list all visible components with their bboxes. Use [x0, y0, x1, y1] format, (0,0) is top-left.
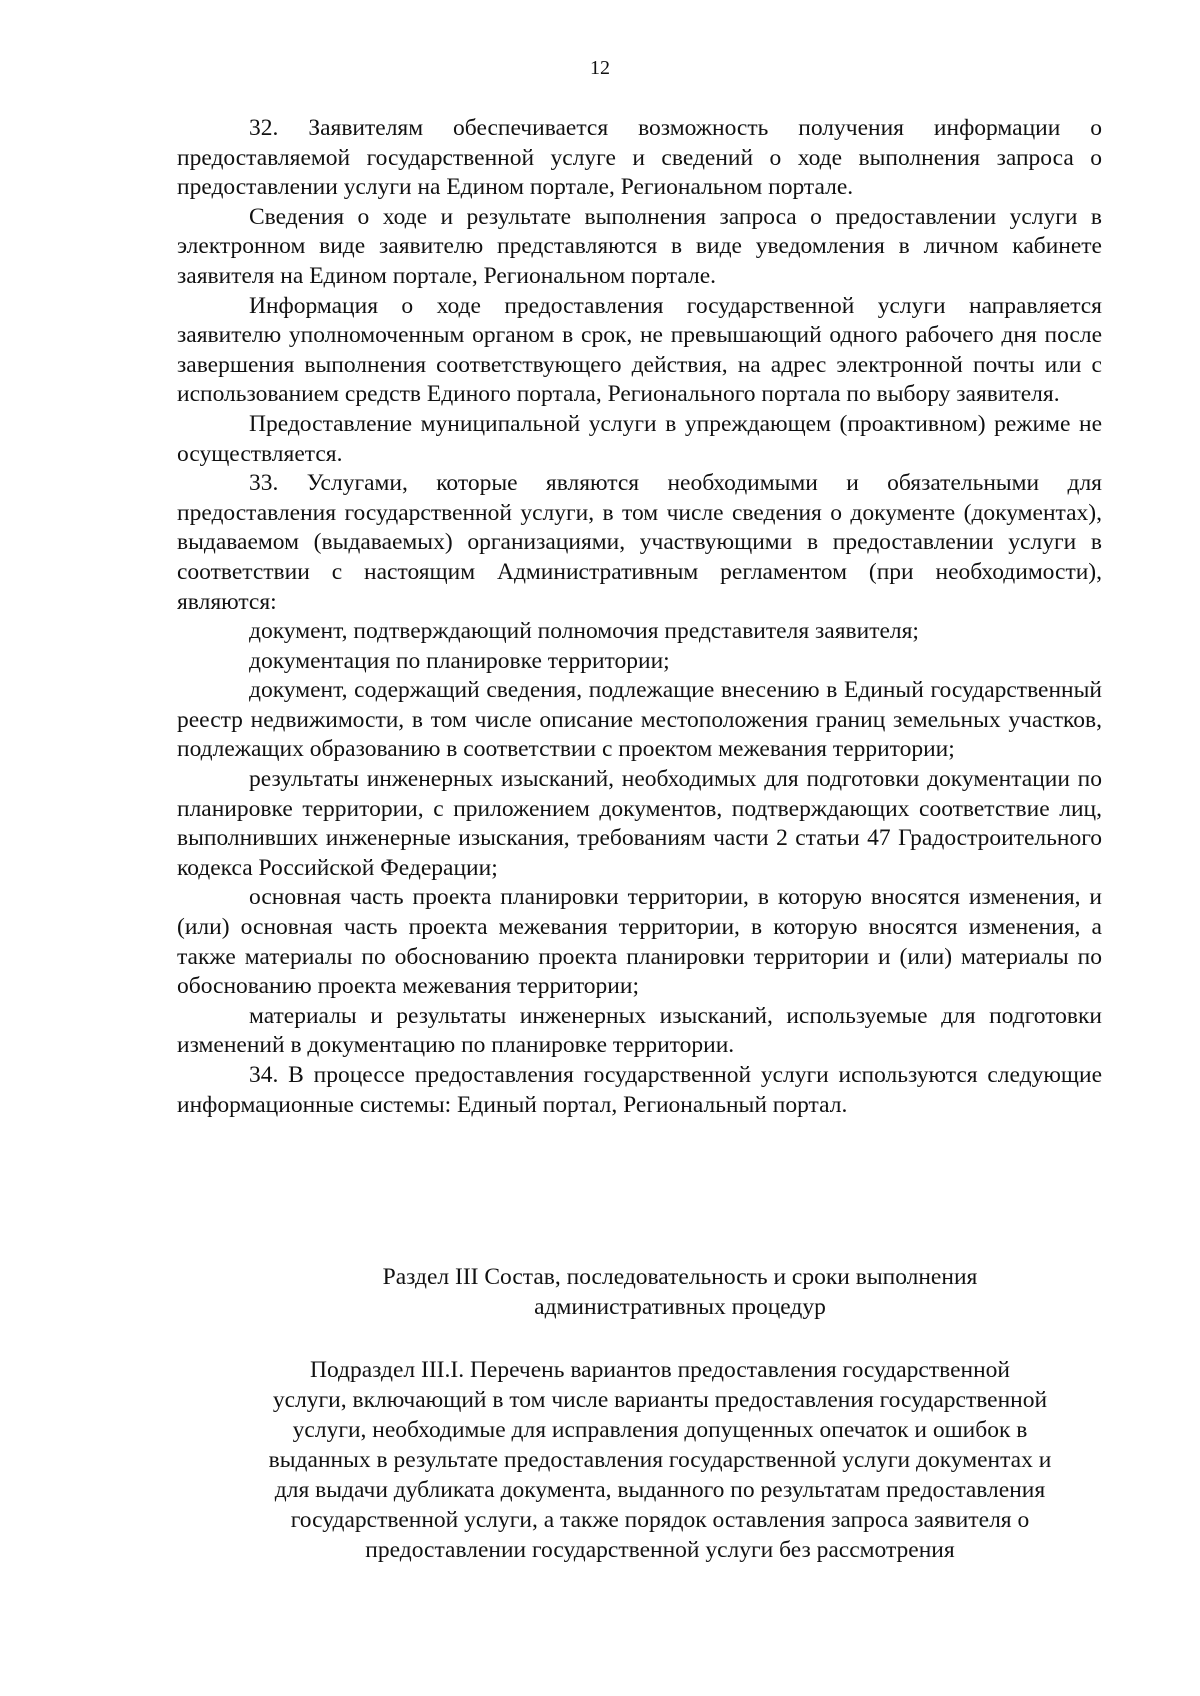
list-item-authority-document: документ, подтверждающий полномочия представителя заявителя;	[249, 618, 919, 645]
page-number: 12	[590, 57, 610, 79]
body-text	[177, 114, 1102, 1120]
subsection-heading-line: Подраздел III.I. Перечень вариантов предоставления государственной	[309, 1357, 1011, 1383]
paragraph-status-info: Сведения о ходе и результате выполнения запроса о предоставлении услуги в электронном виде заявителю представляются в виде уведомления в личном кабинете заявителя на Едином портале, Региональном портале.	[177, 203, 1102, 289]
list-item-project-main-part: основная часть проекта планировки территории, в которую вносятся изменения, и (или) основная часть проекта межевания территории, в которую вносятся изменения, а также материалы по обоснованию проекта планировки территории и (или) материалы по обоснованию проекта межевания территории;	[177, 884, 1102, 1000]
subsection-heading-line: для выдачи дубликата документа, выданного по результатам предоставления	[274, 1477, 1046, 1503]
subsection-heading	[160, 1355, 1160, 1565]
section-heading-line: административных процедур	[534, 1294, 826, 1320]
paragraph-33: 33. Услугами, которые являются необходимыми и обязательными для предоставления государственной услуги, в том числе сведения о документе (документах), выдаваемом (выдаваемых) организациями, участвующими в предоставлении услуги в соответствии с настоящим Административным регламентом (при необходимости), являются:	[177, 470, 1102, 615]
list-item-engineering-surveys: результаты инженерных изысканий, необходимых для подготовки документации по планировке территории, с приложением документов, подтверждающих соответствие лиц, выполнивших инженерные изыскания, требованиям части 2 статьи 47 Градостроительного кодекса Российской Федерации;	[177, 766, 1102, 881]
subsection-heading-line: услуги, включающий в том числе варианты предоставления государственной	[272, 1387, 1048, 1413]
paragraph-proactive-mode: Предоставление муниципальной услуги в упреждающем (проактивном) режиме не осуществляется.	[177, 410, 1102, 467]
subsection-heading-line: выданных в результате предоставления государственной услуги документах и	[268, 1447, 1052, 1473]
paragraph-32: 32. Заявителям обеспечивается возможность получения информации о предоставляемой государственной услуге и сведений о ходе выполнения запроса о предоставлении услуги на Едином портале, Региональном портале.	[177, 115, 1102, 201]
list-item-registry-document: документ, содержащий сведения, подлежащие внесению в Единый государственный реестр недвижимости, в том числе описание местоположения границ земельных участков, подлежащих образованию в соответствии с проектом межевания территории;	[177, 677, 1102, 763]
list-item-planning-documentation: документация по планировке территории;	[249, 647, 670, 674]
subsection-heading-line: предоставлении государственной услуги без рассмотрения	[365, 1537, 955, 1563]
section-heading	[230, 1262, 1130, 1322]
paragraph-34: 34. В процессе предоставления государственной услуги используются следующие информационные системы: Единый портал, Региональный портал.	[177, 1062, 1102, 1118]
subsection-heading-line: государственной услуги, а также порядок оставления запроса заявителя о	[290, 1507, 1030, 1533]
list-item-survey-materials: материалы и результаты инженерных изысканий, используемые для подготовки изменений в документацию по планировке территории.	[177, 1002, 1102, 1059]
section-heading-line: Раздел III Состав, последовательность и сроки выполнения	[382, 1264, 978, 1290]
subsection-heading-line: услуги, необходимые для исправления допущенных опечаток и ошибок в	[292, 1417, 1028, 1443]
paragraph-progress-info: Информация о ходе предоставления государственной услуги направляется заявителю уполномоченным органом в срок, не превышающий одного рабочего дня после завершения выполнения соответствующего действия, на адрес электронной почты или с использованием средств Единого портала, Регионального портала по выбору заявителя.	[177, 292, 1102, 408]
